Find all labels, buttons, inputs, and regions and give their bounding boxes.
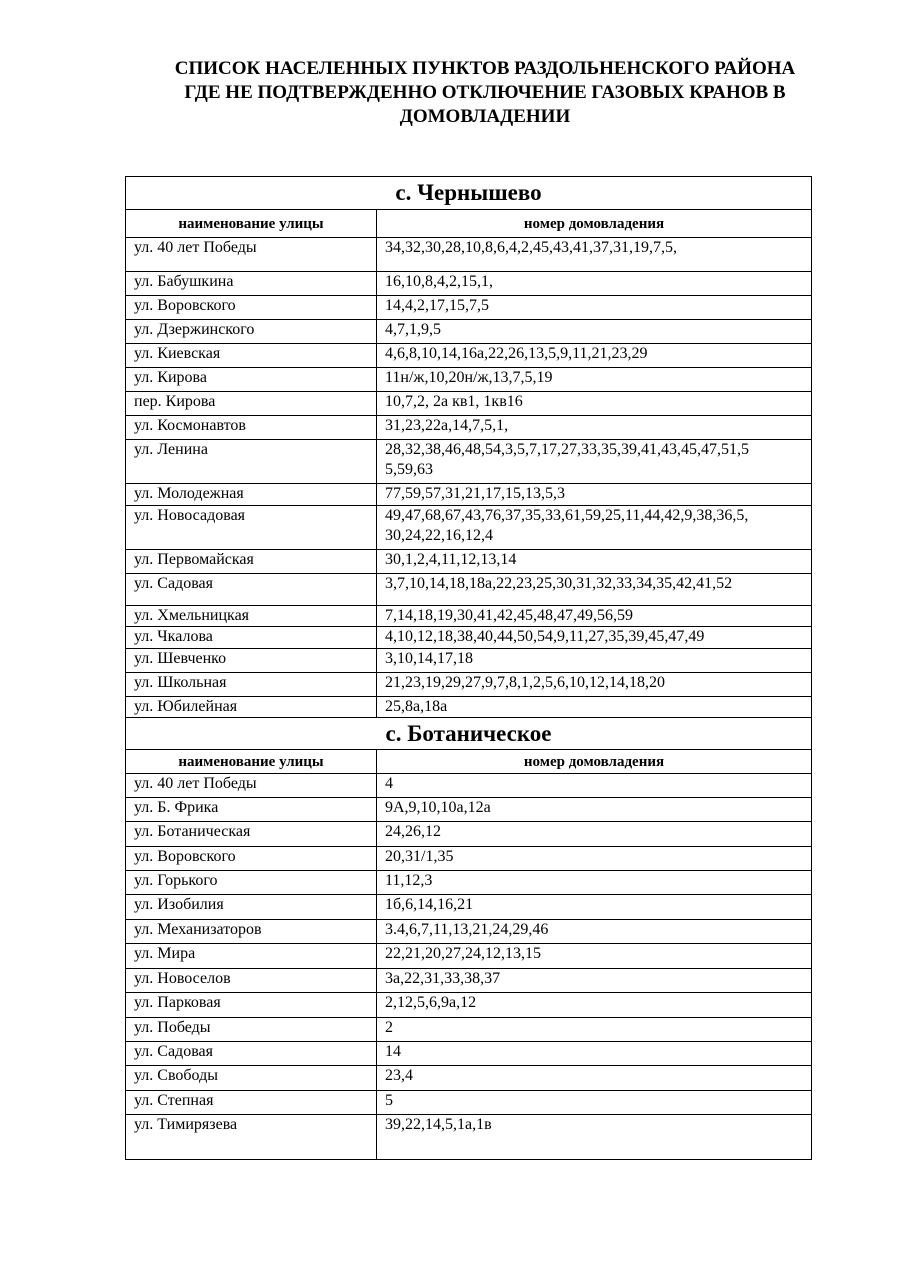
house-numbers [377,1115,812,1160]
street-name: ул. Новоселов [126,969,377,993]
title-line: СПИСОК НАСЕЛЕННЫХ ПУНКТОВ РАЗДОЛЬНЕНСКОГО РАЙОНА [174,58,796,79]
house-numbers [377,550,812,574]
house-numbers-line: 39,22,14,5,1а,1в [385,1116,492,1133]
table-row [126,392,812,416]
street-name: ул. Воровского [126,296,377,320]
house-numbers [377,920,812,944]
street-name: ул. Парковая [126,993,377,1018]
house-numbers [377,272,812,296]
table-row [126,895,812,920]
street-name: ул. Ботаническая [126,822,377,847]
table-row [126,550,812,574]
table-row [126,649,812,673]
table-row [126,871,812,895]
house-numbers [377,1091,812,1115]
house-numbers-line: 5 [385,1092,393,1109]
house-numbers-line: 24,26,12 [385,823,441,840]
street-name: ул. Горького [126,871,377,895]
house-numbers-line: 14,4,2,17,15,7,5 [385,297,489,314]
street-name: ул. Молодежная [126,484,377,506]
house-numbers-line: 31,23,22а,14,7,5,1, [385,417,509,434]
house-numbers [377,673,812,697]
house-numbers-line: 28,32,38,46,48,54,3,5,7,17,27,33,35,39,41,43,45,47,51,5 [385,441,749,458]
house-numbers-line: 10,7,2, 2а кв1, 1кв16 [385,393,523,410]
street-name: ул. Первомайская [126,550,377,574]
house-numbers [377,847,812,871]
street-name: ул. Шевченко [126,649,377,673]
house-numbers-line: 49,47,68,67,43,76,37,35,33,61,59,25,11,44,42,9,38,36,5, [385,507,749,524]
house-numbers-line: 5,59,63 [385,461,433,478]
table-row [126,606,812,627]
column-header-row [126,210,812,238]
table-row [126,1091,812,1115]
table-row [126,574,812,606]
column-header-house: номер домовладения [377,750,812,774]
table-row [126,969,812,993]
table-row [126,320,812,344]
house-numbers-line: 22,21,20,27,24,12,13,15 [385,945,541,962]
document-title [110,57,860,129]
street-name: ул. Воровского [126,847,377,871]
table-row [126,1115,812,1160]
table-row [126,272,812,296]
village-name: с. Ботаническое [126,718,812,750]
table-row [126,920,812,944]
table-row [126,506,812,550]
house-numbers-line: 16,10,8,4,2,15,1, [385,273,493,290]
house-numbers-line: 4,7,1,9,5 [385,321,441,338]
house-numbers [377,895,812,920]
table-row [126,368,812,392]
house-numbers-line: 4,10,12,18,38,40,44,50,54,9,11,27,35,39,45,47,49 [385,628,705,645]
table-row [126,440,812,484]
table-row [126,697,812,718]
house-numbers-line: 4 [385,775,393,792]
house-numbers-line: 9А,9,10,10а,12а [385,799,491,816]
house-numbers [377,798,812,822]
settlements-table [125,176,812,1160]
village-header-row [126,177,812,210]
street-name: ул. 40 лет Победы [126,238,377,272]
house-numbers [377,368,812,392]
table-row [126,1066,812,1091]
street-name: ул. Ленина [126,440,377,484]
street-name: ул. Победы [126,1018,377,1042]
table-row [126,847,812,871]
table-row [126,484,812,506]
house-numbers [377,238,812,272]
house-numbers [377,627,812,649]
table-row [126,416,812,440]
house-numbers [377,1018,812,1042]
house-numbers-line: 2,12,5,6,9а,12 [385,994,477,1011]
table-row [126,673,812,697]
table-row [126,627,812,649]
table-row [126,993,812,1018]
table-row [126,238,812,272]
street-name: ул. Садовая [126,1042,377,1066]
house-numbers-line: 30,24,22,16,12,4 [385,527,493,544]
table-row [126,1018,812,1042]
house-numbers-line: 3,7,10,14,18,18а,22,23,25,30,31,32,33,34,35,42,41,52 [385,575,733,592]
title-line: ГДЕ НЕ ПОДТВЕРЖДЕННО ОТКЛЮЧЕНИЕ ГАЗОВЫХ КРАНОВ В [184,82,786,103]
street-name: пер. Кирова [126,392,377,416]
table-row [126,344,812,368]
house-numbers-line: 77,59,57,31,21,17,15,13,5,3 [385,485,565,502]
house-numbers-line: 2 [385,1019,393,1036]
table-row [126,822,812,847]
house-numbers [377,969,812,993]
table-row [126,774,812,798]
house-numbers [377,1066,812,1091]
street-name: ул. Юбилейная [126,697,377,718]
street-name: ул. Школьная [126,673,377,697]
village-header-row [126,718,812,750]
house-numbers [377,320,812,344]
street-name: ул. Тимирязева [126,1115,377,1160]
house-numbers-line: 7,14,18,19,30,41,42,45,48,47,49,56,59 [385,607,633,624]
column-header-street: наименование улицы [126,750,377,774]
house-numbers [377,440,812,484]
house-numbers-line: 30,1,2,4,11,12,13,14 [385,551,517,568]
house-numbers-line: 34,32,30,28,10,8,6,4,2,45,43,41,37,31,19,7,5, [385,239,677,256]
house-numbers-line: 11н/ж,10,20н/ж,13,7,5,19 [385,369,553,386]
house-numbers [377,871,812,895]
house-numbers [377,774,812,798]
house-numbers [377,574,812,606]
house-numbers [377,944,812,969]
house-numbers-line: 25,8а,18а [385,698,448,715]
settlements-table-body [126,177,812,1160]
table-row [126,1042,812,1066]
street-name: ул. Садовая [126,574,377,606]
house-numbers-line: 21,23,19,29,27,9,7,8,1,2,5,6,10,12,14,18,20 [385,674,665,691]
house-numbers-line: 3,10,14,17,18 [385,650,473,667]
house-numbers-line: 20,31/1,35 [385,848,454,865]
street-name: ул. Степная [126,1091,377,1115]
street-name: ул. Чкалова [126,627,377,649]
street-name: ул. Б. Фрика [126,798,377,822]
column-header-street: наименование улицы [126,210,377,238]
street-name: ул. Кирова [126,368,377,392]
column-header-row [126,750,812,774]
house-numbers [377,344,812,368]
street-name: ул. Мира [126,944,377,969]
title-line: ДОМОВЛАДЕНИИ [399,106,571,127]
house-numbers [377,416,812,440]
house-numbers-line: 4,6,8,10,14,16а,22,26,13,5,9,11,21,23,29 [385,345,648,362]
street-name: ул. Киевская [126,344,377,368]
street-name: ул. Хмельницкая [126,606,377,627]
house-numbers [377,606,812,627]
house-numbers [377,822,812,847]
house-numbers [377,484,812,506]
house-numbers-line: 23,4 [385,1067,413,1084]
house-numbers [377,296,812,320]
street-name: ул. Свободы [126,1066,377,1091]
street-name: ул. Дзержинского [126,320,377,344]
house-numbers-line: 3а,22,31,33,38,37 [385,970,501,987]
table-row [126,798,812,822]
village-name: с. Чернышево [126,177,812,210]
house-numbers [377,649,812,673]
house-numbers [377,392,812,416]
street-name: ул. Новосадовая [126,506,377,550]
street-name: ул. Механизаторов [126,920,377,944]
house-numbers-line: 14 [385,1043,401,1060]
house-numbers [377,1042,812,1066]
house-numbers [377,697,812,718]
house-numbers-line: 3.4,6,7,11,13,21,24,29,46 [385,921,549,938]
column-header-house: номер домовладения [377,210,812,238]
street-name: ул. 40 лет Победы [126,774,377,798]
house-numbers-line: 1б,6,14,16,21 [385,896,474,913]
table-row [126,944,812,969]
house-numbers-line: 11,12,3 [385,872,433,889]
street-name: ул. Космонавтов [126,416,377,440]
street-name: ул. Изобилия [126,895,377,920]
house-numbers [377,506,812,550]
table-row [126,296,812,320]
house-numbers [377,993,812,1018]
street-name: ул. Бабушкина [126,272,377,296]
